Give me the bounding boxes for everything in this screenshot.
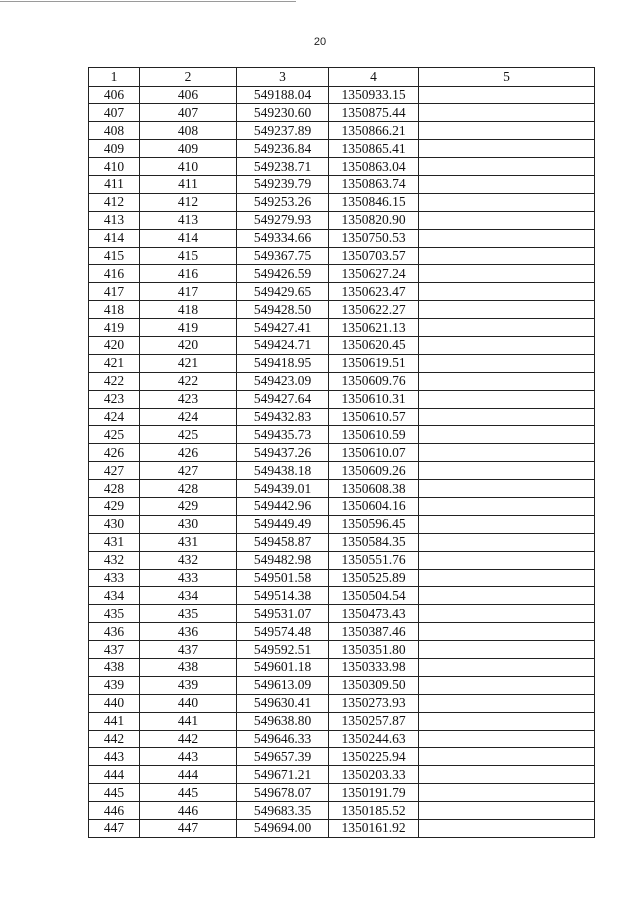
x-coordinate-cell: 549482.98: [237, 551, 329, 569]
x-coordinate-cell: 549501.58: [237, 569, 329, 587]
table-row: [89, 712, 595, 730]
table-row: [89, 247, 595, 265]
y-coordinate-cell: 1350244.63: [329, 730, 419, 748]
point-number-cell: 436: [89, 623, 140, 641]
x-coordinate-cell: 549531.07: [237, 605, 329, 623]
y-coordinate-cell: 1350608.38: [329, 480, 419, 498]
y-coordinate-cell: 1350846.15: [329, 193, 419, 211]
x-coordinate-cell: 549458.87: [237, 533, 329, 551]
y-coordinate-cell: 1350863.04: [329, 158, 419, 176]
point-number-cell: 422: [89, 372, 140, 390]
table-row: [89, 605, 595, 623]
y-coordinate-cell: 1350604.16: [329, 497, 419, 515]
table-row: [89, 766, 595, 784]
point-id-cell: 445: [140, 784, 237, 802]
table-row: [89, 354, 595, 372]
point-id-cell: 435: [140, 605, 237, 623]
table-row: [89, 158, 595, 176]
note-cell: [419, 158, 595, 176]
point-id-cell: 411: [140, 175, 237, 193]
note-cell: [419, 766, 595, 784]
point-number-cell: 439: [89, 676, 140, 694]
x-coordinate-cell: 549449.49: [237, 515, 329, 533]
note-cell: [419, 86, 595, 104]
note-cell: [419, 802, 595, 820]
x-coordinate-cell: 549236.84: [237, 140, 329, 158]
note-cell: [419, 229, 595, 247]
x-coordinate-cell: 549442.96: [237, 497, 329, 515]
table-row: [89, 641, 595, 659]
table-row: [89, 372, 595, 390]
point-id-cell: 436: [140, 623, 237, 641]
table-row: [89, 730, 595, 748]
x-coordinate-cell: 549427.41: [237, 319, 329, 337]
x-coordinate-cell: 549367.75: [237, 247, 329, 265]
x-coordinate-cell: 549592.51: [237, 641, 329, 659]
point-id-cell: 413: [140, 211, 237, 229]
x-coordinate-cell: 549514.38: [237, 587, 329, 605]
y-coordinate-cell: 1350273.93: [329, 694, 419, 712]
page-number: 20: [313, 36, 327, 48]
point-id-cell: 441: [140, 712, 237, 730]
point-number-cell: 432: [89, 551, 140, 569]
table-row: [89, 623, 595, 641]
y-coordinate-cell: 1350387.46: [329, 623, 419, 641]
note-cell: [419, 480, 595, 498]
point-id-cell: 419: [140, 319, 237, 337]
point-id-cell: 422: [140, 372, 237, 390]
point-number-cell: 433: [89, 569, 140, 587]
column-header: 2: [140, 68, 237, 87]
note-cell: [419, 641, 595, 659]
point-id-cell: 425: [140, 426, 237, 444]
y-coordinate-cell: 1350610.59: [329, 426, 419, 444]
table-row: [89, 265, 595, 283]
point-id-cell: 426: [140, 444, 237, 462]
point-id-cell: 417: [140, 283, 237, 301]
x-coordinate-cell: 549657.39: [237, 748, 329, 766]
point-id-cell: 438: [140, 659, 237, 677]
table-row: [89, 122, 595, 140]
point-number-cell: 419: [89, 319, 140, 337]
point-id-cell: 420: [140, 336, 237, 354]
point-number-cell: 444: [89, 766, 140, 784]
x-coordinate-cell: 549435.73: [237, 426, 329, 444]
y-coordinate-cell: 1350351.80: [329, 641, 419, 659]
y-coordinate-cell: 1350185.52: [329, 802, 419, 820]
y-coordinate-cell: 1350333.98: [329, 659, 419, 677]
note-cell: [419, 515, 595, 533]
point-number-cell: 428: [89, 480, 140, 498]
y-coordinate-cell: 1350473.43: [329, 605, 419, 623]
x-coordinate-cell: 549646.33: [237, 730, 329, 748]
point-id-cell: 414: [140, 229, 237, 247]
point-id-cell: 408: [140, 122, 237, 140]
table-row: [89, 426, 595, 444]
point-id-cell: 446: [140, 802, 237, 820]
note-cell: [419, 265, 595, 283]
note-cell: [419, 283, 595, 301]
y-coordinate-cell: 1350609.76: [329, 372, 419, 390]
table-row: [89, 193, 595, 211]
coordinates-table: [88, 67, 595, 838]
point-id-cell: 430: [140, 515, 237, 533]
y-coordinate-cell: 1350933.15: [329, 86, 419, 104]
point-id-cell: 412: [140, 193, 237, 211]
x-coordinate-cell: 549432.83: [237, 408, 329, 426]
note-cell: [419, 730, 595, 748]
point-id-cell: 440: [140, 694, 237, 712]
x-coordinate-cell: 549424.71: [237, 336, 329, 354]
point-number-cell: 443: [89, 748, 140, 766]
x-coordinate-cell: 549423.09: [237, 372, 329, 390]
point-id-cell: 447: [140, 820, 237, 838]
table-row: [89, 659, 595, 677]
point-number-cell: 430: [89, 515, 140, 533]
x-coordinate-cell: 549601.18: [237, 659, 329, 677]
table-row: [89, 319, 595, 337]
scan-edge-line: [0, 1, 296, 2]
point-number-cell: 435: [89, 605, 140, 623]
point-id-cell: 443: [140, 748, 237, 766]
y-coordinate-cell: 1350609.26: [329, 462, 419, 480]
y-coordinate-cell: 1350309.50: [329, 676, 419, 694]
point-id-cell: 407: [140, 104, 237, 122]
table-row: [89, 390, 595, 408]
note-cell: [419, 336, 595, 354]
x-coordinate-cell: 549694.00: [237, 820, 329, 838]
point-number-cell: 420: [89, 336, 140, 354]
y-coordinate-cell: 1350703.57: [329, 247, 419, 265]
note-cell: [419, 694, 595, 712]
point-id-cell: 416: [140, 265, 237, 283]
point-number-cell: 418: [89, 301, 140, 319]
table-row: [89, 86, 595, 104]
x-coordinate-cell: 549428.50: [237, 301, 329, 319]
note-cell: [419, 444, 595, 462]
table-row: [89, 694, 595, 712]
x-coordinate-cell: 549253.26: [237, 193, 329, 211]
point-number-cell: 415: [89, 247, 140, 265]
y-coordinate-cell: 1350257.87: [329, 712, 419, 730]
x-coordinate-cell: 549678.07: [237, 784, 329, 802]
x-coordinate-cell: 549426.59: [237, 265, 329, 283]
point-id-cell: 433: [140, 569, 237, 587]
point-number-cell: 414: [89, 229, 140, 247]
y-coordinate-cell: 1350863.74: [329, 175, 419, 193]
x-coordinate-cell: 549239.79: [237, 175, 329, 193]
point-number-cell: 406: [89, 86, 140, 104]
table-row: [89, 140, 595, 158]
point-number-cell: 424: [89, 408, 140, 426]
table-row: [89, 175, 595, 193]
note-cell: [419, 140, 595, 158]
y-coordinate-cell: 1350621.13: [329, 319, 419, 337]
point-number-cell: 421: [89, 354, 140, 372]
table-row: [89, 748, 595, 766]
note-cell: [419, 390, 595, 408]
note-cell: [419, 104, 595, 122]
x-coordinate-cell: 549613.09: [237, 676, 329, 694]
table-row: [89, 784, 595, 802]
x-coordinate-cell: 549429.65: [237, 283, 329, 301]
y-coordinate-cell: 1350750.53: [329, 229, 419, 247]
table-row: [89, 820, 595, 838]
point-id-cell: 437: [140, 641, 237, 659]
note-cell: [419, 497, 595, 515]
point-id-cell: 439: [140, 676, 237, 694]
point-id-cell: 442: [140, 730, 237, 748]
point-number-cell: 426: [89, 444, 140, 462]
point-number-cell: 442: [89, 730, 140, 748]
column-header: 5: [419, 68, 595, 87]
note-cell: [419, 605, 595, 623]
x-coordinate-cell: 549671.21: [237, 766, 329, 784]
table-row: [89, 336, 595, 354]
point-number-cell: 437: [89, 641, 140, 659]
point-id-cell: 429: [140, 497, 237, 515]
y-coordinate-cell: 1350191.79: [329, 784, 419, 802]
point-number-cell: 409: [89, 140, 140, 158]
point-number-cell: 412: [89, 193, 140, 211]
note-cell: [419, 247, 595, 265]
point-number-cell: 411: [89, 175, 140, 193]
note-cell: [419, 193, 595, 211]
table-row: [89, 497, 595, 515]
note-cell: [419, 175, 595, 193]
point-id-cell: 418: [140, 301, 237, 319]
note-cell: [419, 820, 595, 838]
table-row: [89, 444, 595, 462]
point-number-cell: 429: [89, 497, 140, 515]
y-coordinate-cell: 1350623.47: [329, 283, 419, 301]
note-cell: [419, 587, 595, 605]
y-coordinate-cell: 1350225.94: [329, 748, 419, 766]
note-cell: [419, 122, 595, 140]
point-id-cell: 428: [140, 480, 237, 498]
y-coordinate-cell: 1350525.89: [329, 569, 419, 587]
column-header: 3: [237, 68, 329, 87]
note-cell: [419, 426, 595, 444]
y-coordinate-cell: 1350610.31: [329, 390, 419, 408]
y-coordinate-cell: 1350866.21: [329, 122, 419, 140]
x-coordinate-cell: 549230.60: [237, 104, 329, 122]
x-coordinate-cell: 549188.04: [237, 86, 329, 104]
y-coordinate-cell: 1350584.35: [329, 533, 419, 551]
point-number-cell: 425: [89, 426, 140, 444]
point-number-cell: 423: [89, 390, 140, 408]
note-cell: [419, 533, 595, 551]
table-row: [89, 211, 595, 229]
note-cell: [419, 676, 595, 694]
note-cell: [419, 659, 595, 677]
table-row: [89, 408, 595, 426]
table-row: [89, 480, 595, 498]
note-cell: [419, 569, 595, 587]
note-cell: [419, 712, 595, 730]
x-coordinate-cell: 549574.48: [237, 623, 329, 641]
table-row: [89, 301, 595, 319]
point-id-cell: 434: [140, 587, 237, 605]
point-number-cell: 410: [89, 158, 140, 176]
x-coordinate-cell: 549279.93: [237, 211, 329, 229]
point-id-cell: 409: [140, 140, 237, 158]
x-coordinate-cell: 549437.26: [237, 444, 329, 462]
x-coordinate-cell: 549683.35: [237, 802, 329, 820]
y-coordinate-cell: 1350622.27: [329, 301, 419, 319]
point-number-cell: 447: [89, 820, 140, 838]
point-id-cell: 410: [140, 158, 237, 176]
point-id-cell: 424: [140, 408, 237, 426]
table-row: [89, 676, 595, 694]
note-cell: [419, 408, 595, 426]
y-coordinate-cell: 1350620.45: [329, 336, 419, 354]
point-id-cell: 415: [140, 247, 237, 265]
table-row: [89, 229, 595, 247]
point-number-cell: 427: [89, 462, 140, 480]
y-coordinate-cell: 1350619.51: [329, 354, 419, 372]
x-coordinate-cell: 549427.64: [237, 390, 329, 408]
y-coordinate-cell: 1350596.45: [329, 515, 419, 533]
point-number-cell: 408: [89, 122, 140, 140]
note-cell: [419, 301, 595, 319]
point-number-cell: 438: [89, 659, 140, 677]
point-number-cell: 445: [89, 784, 140, 802]
point-id-cell: 421: [140, 354, 237, 372]
note-cell: [419, 784, 595, 802]
x-coordinate-cell: 549418.95: [237, 354, 329, 372]
x-coordinate-cell: 549638.80: [237, 712, 329, 730]
point-number-cell: 434: [89, 587, 140, 605]
point-number-cell: 407: [89, 104, 140, 122]
y-coordinate-cell: 1350610.57: [329, 408, 419, 426]
table-row: [89, 515, 595, 533]
note-cell: [419, 319, 595, 337]
table-row: [89, 587, 595, 605]
y-coordinate-cell: 1350161.92: [329, 820, 419, 838]
point-id-cell: 427: [140, 462, 237, 480]
point-number-cell: 413: [89, 211, 140, 229]
y-coordinate-cell: 1350820.90: [329, 211, 419, 229]
column-header: 4: [329, 68, 419, 87]
note-cell: [419, 372, 595, 390]
table-row: [89, 462, 595, 480]
note-cell: [419, 551, 595, 569]
y-coordinate-cell: 1350865.41: [329, 140, 419, 158]
point-number-cell: 431: [89, 533, 140, 551]
note-cell: [419, 748, 595, 766]
y-coordinate-cell: 1350203.33: [329, 766, 419, 784]
point-number-cell: 441: [89, 712, 140, 730]
table-row: [89, 104, 595, 122]
x-coordinate-cell: 549237.89: [237, 122, 329, 140]
point-number-cell: 446: [89, 802, 140, 820]
y-coordinate-cell: 1350627.24: [329, 265, 419, 283]
point-id-cell: 431: [140, 533, 237, 551]
point-id-cell: 423: [140, 390, 237, 408]
x-coordinate-cell: 549438.18: [237, 462, 329, 480]
table-row: [89, 283, 595, 301]
y-coordinate-cell: 1350875.44: [329, 104, 419, 122]
table-header: [89, 68, 595, 87]
x-coordinate-cell: 549630.41: [237, 694, 329, 712]
point-id-cell: 444: [140, 766, 237, 784]
point-number-cell: 440: [89, 694, 140, 712]
table-body: [89, 86, 595, 837]
note-cell: [419, 354, 595, 372]
header-row: [89, 68, 595, 87]
y-coordinate-cell: 1350504.54: [329, 587, 419, 605]
y-coordinate-cell: 1350551.76: [329, 551, 419, 569]
table-row: [89, 569, 595, 587]
table-row: [89, 551, 595, 569]
column-header: 1: [89, 68, 140, 87]
point-number-cell: 416: [89, 265, 140, 283]
x-coordinate-cell: 549334.66: [237, 229, 329, 247]
point-id-cell: 432: [140, 551, 237, 569]
note-cell: [419, 623, 595, 641]
x-coordinate-cell: 549238.71: [237, 158, 329, 176]
note-cell: [419, 462, 595, 480]
y-coordinate-cell: 1350610.07: [329, 444, 419, 462]
point-number-cell: 417: [89, 283, 140, 301]
point-id-cell: 406: [140, 86, 237, 104]
table-row: [89, 533, 595, 551]
table-row: [89, 802, 595, 820]
x-coordinate-cell: 549439.01: [237, 480, 329, 498]
note-cell: [419, 211, 595, 229]
